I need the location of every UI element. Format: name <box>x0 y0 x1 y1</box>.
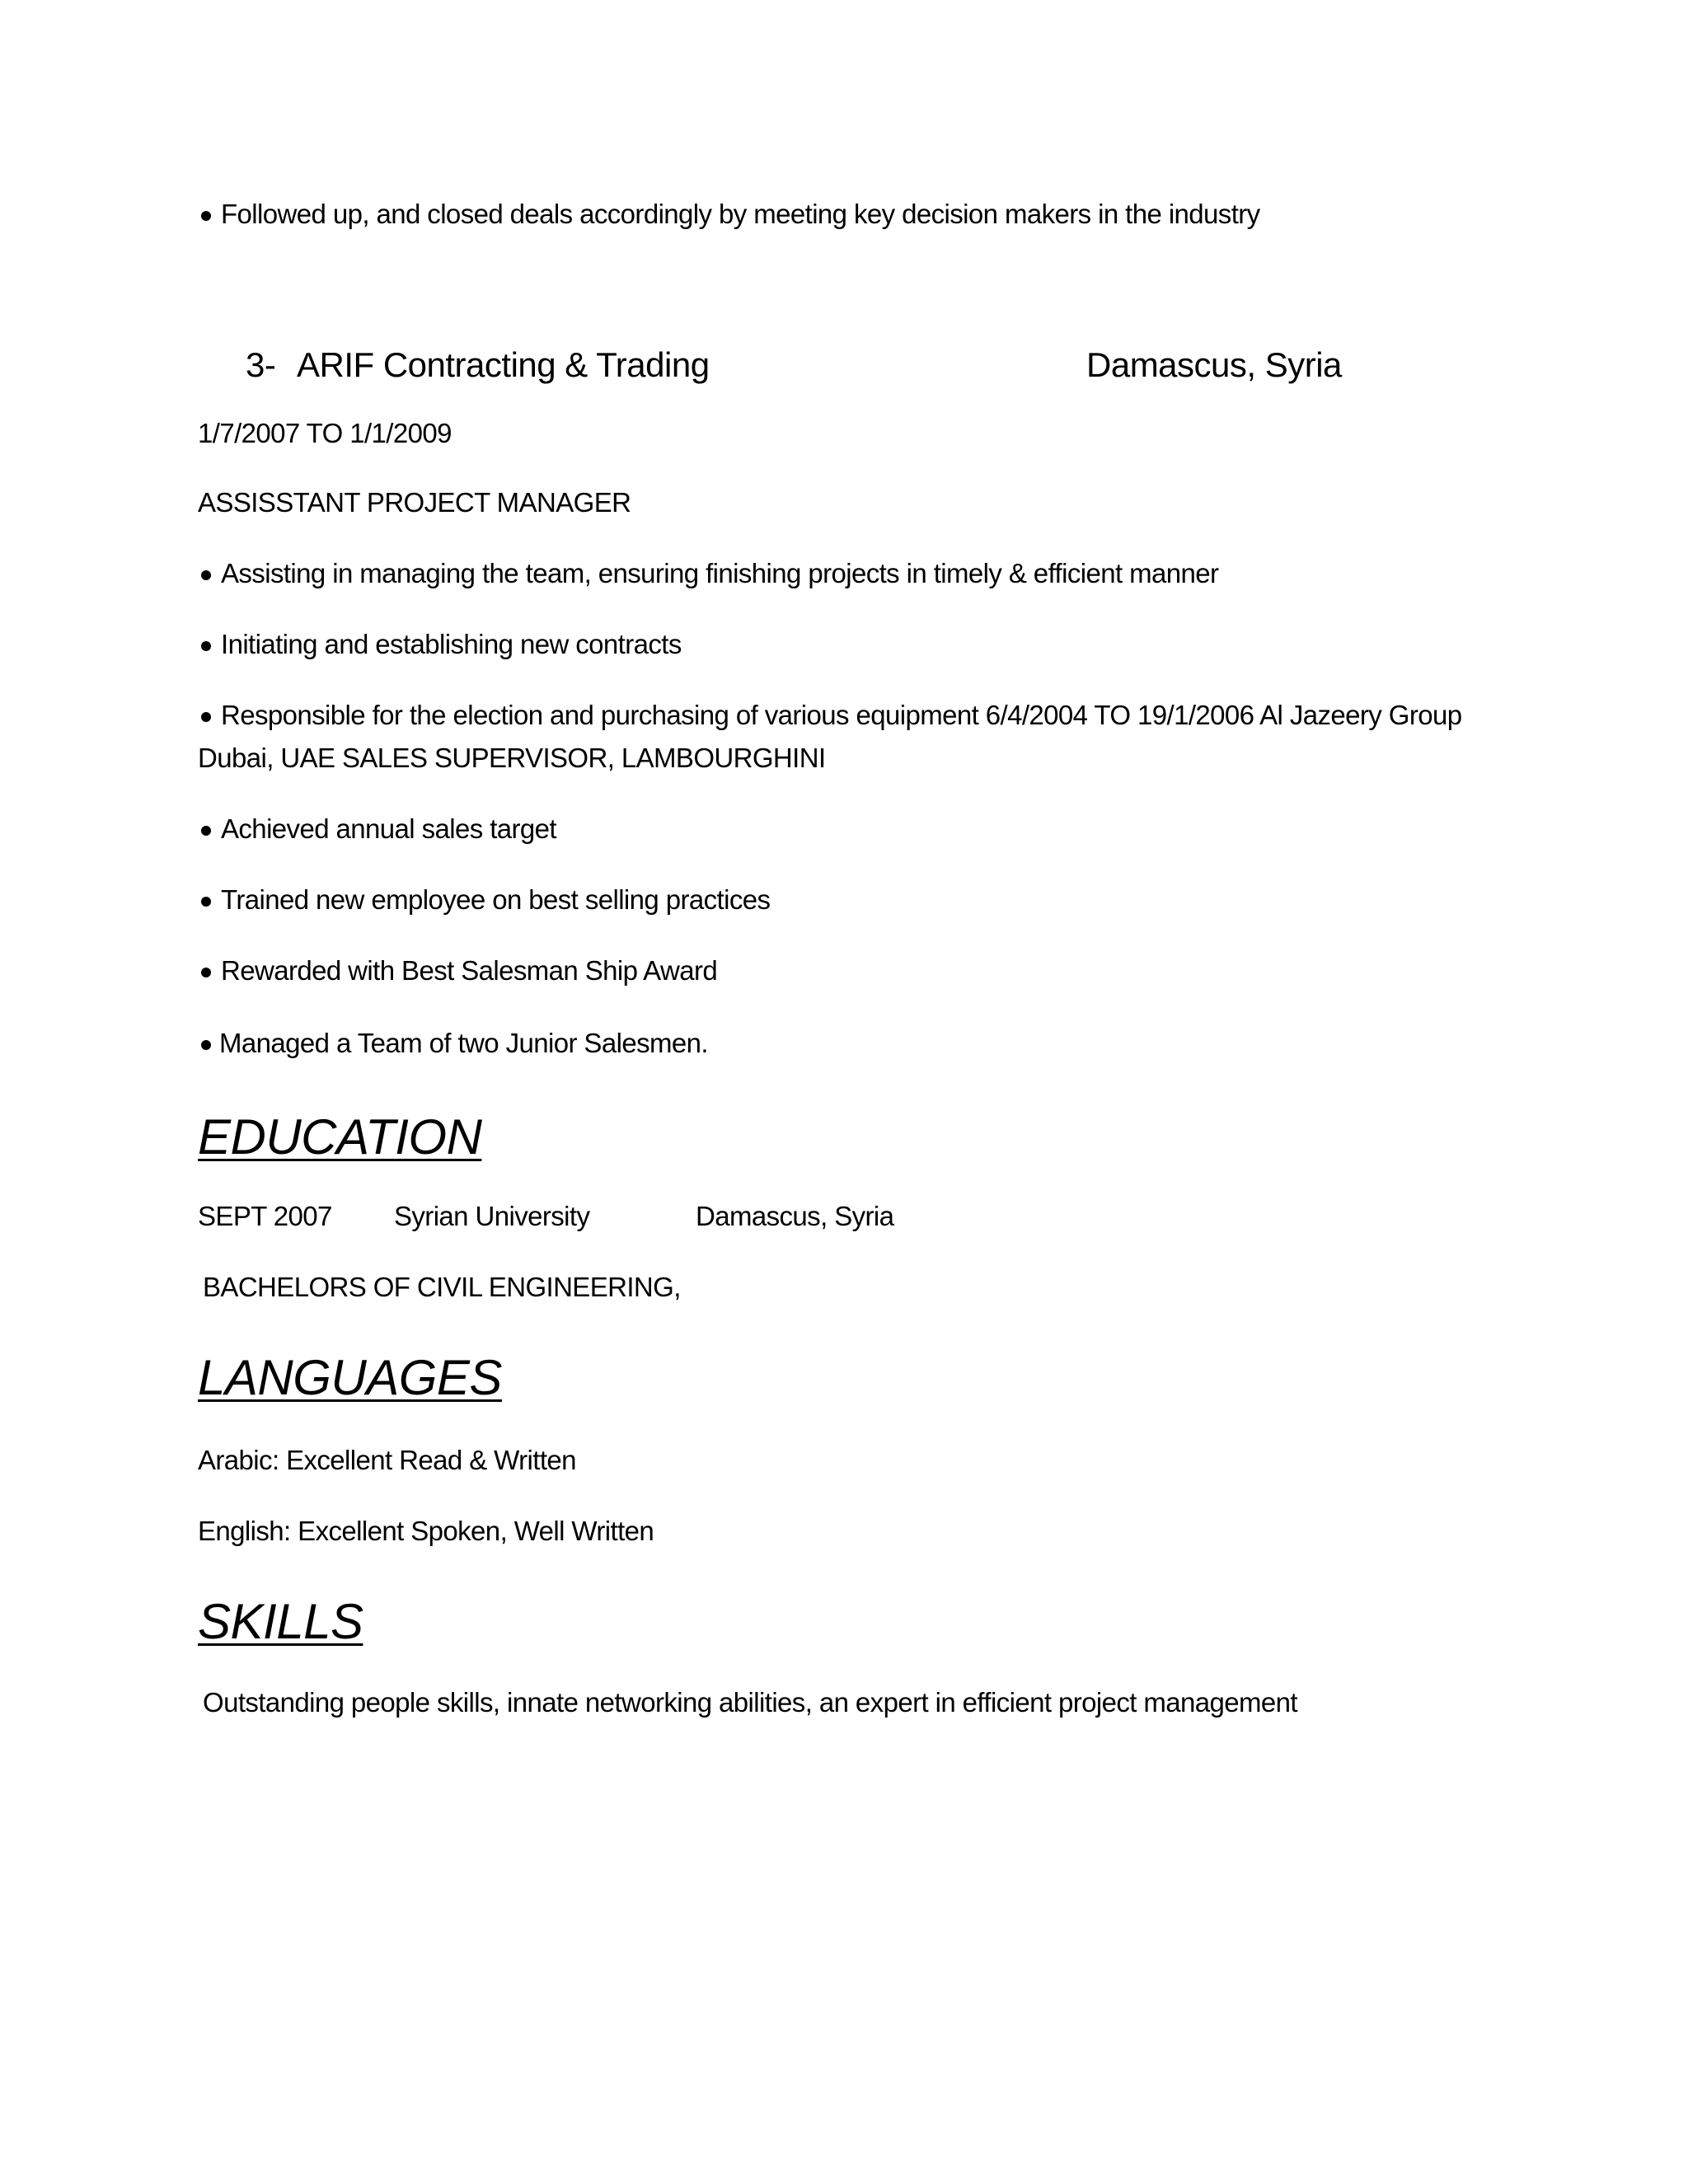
bullet-text: Followed up, and closed deals accordingly by meeting key decision makers in the industry <box>221 199 1260 229</box>
bullet-icon <box>198 1022 219 1065</box>
bullet-text: Responsible for the election and purchasing of various equipment 6/4/2004 TO 19/1/2006 Al Jazeery Group Dubai, UAE SALES SUPERVISOR, LAMBOURGHINI <box>198 700 1462 773</box>
job-bullet <box>198 879 770 921</box>
job-heading <box>246 336 1350 394</box>
experience-bullet <box>198 193 1260 236</box>
job-location: Damascus, Syria <box>1086 345 1342 384</box>
language-item: Arabic: Excellent Read & Written <box>198 1445 576 1475</box>
education-degree: BACHELORS OF CIVIL ENGINEERING, <box>203 1272 681 1302</box>
bullet-icon <box>198 694 221 737</box>
education-date: SEPT 2007 <box>198 1201 332 1231</box>
job-number: 3- <box>246 345 276 384</box>
education-heading: EDUCATION <box>198 1109 482 1165</box>
job-bullet <box>198 694 1484 780</box>
education-school: Syrian University <box>394 1201 590 1231</box>
bullet-icon <box>198 879 221 921</box>
bullet-text: Rewarded with Best Salesman Ship Award <box>221 955 718 986</box>
education-location: Damascus, Syria <box>696 1201 894 1231</box>
bullet-text: Initiating and establishing new contracts <box>221 629 682 659</box>
bullet-text: Managed a Team of two Junior Salesmen. <box>219 1028 708 1058</box>
job-bullet <box>198 949 717 992</box>
bullet-text: Assisting in managing the team, ensuring finishing projects in timely & efficient manner <box>221 558 1219 588</box>
bullet-text: Achieved annual sales target <box>221 813 556 844</box>
bullet-icon <box>198 193 221 236</box>
languages-heading: LANGUAGES <box>198 1350 502 1405</box>
language-item: English: Excellent Spoken, Well Written <box>198 1516 654 1546</box>
skills-heading: SKILLS <box>198 1594 363 1649</box>
job-bullet <box>198 808 556 851</box>
job-title: ASSISSTANT PROJECT MANAGER <box>198 487 631 518</box>
bullet-icon <box>198 808 221 851</box>
job-company: ARIF Contracting & Trading <box>297 345 710 384</box>
job-bullet <box>198 1022 708 1065</box>
bullet-icon <box>198 552 221 595</box>
bullet-icon <box>198 623 221 666</box>
job-bullet <box>198 552 1218 595</box>
bullet-text: Trained new employee on best selling practices <box>221 884 771 915</box>
bullet-icon <box>198 949 221 992</box>
job-bullet <box>198 623 682 666</box>
education-row <box>198 1195 1022 1238</box>
skills-text: Outstanding people skills, innate networking abilities, an expert in efficient project management <box>203 1687 1297 1718</box>
job-dates: 1/7/2007 TO 1/1/2009 <box>198 418 452 448</box>
